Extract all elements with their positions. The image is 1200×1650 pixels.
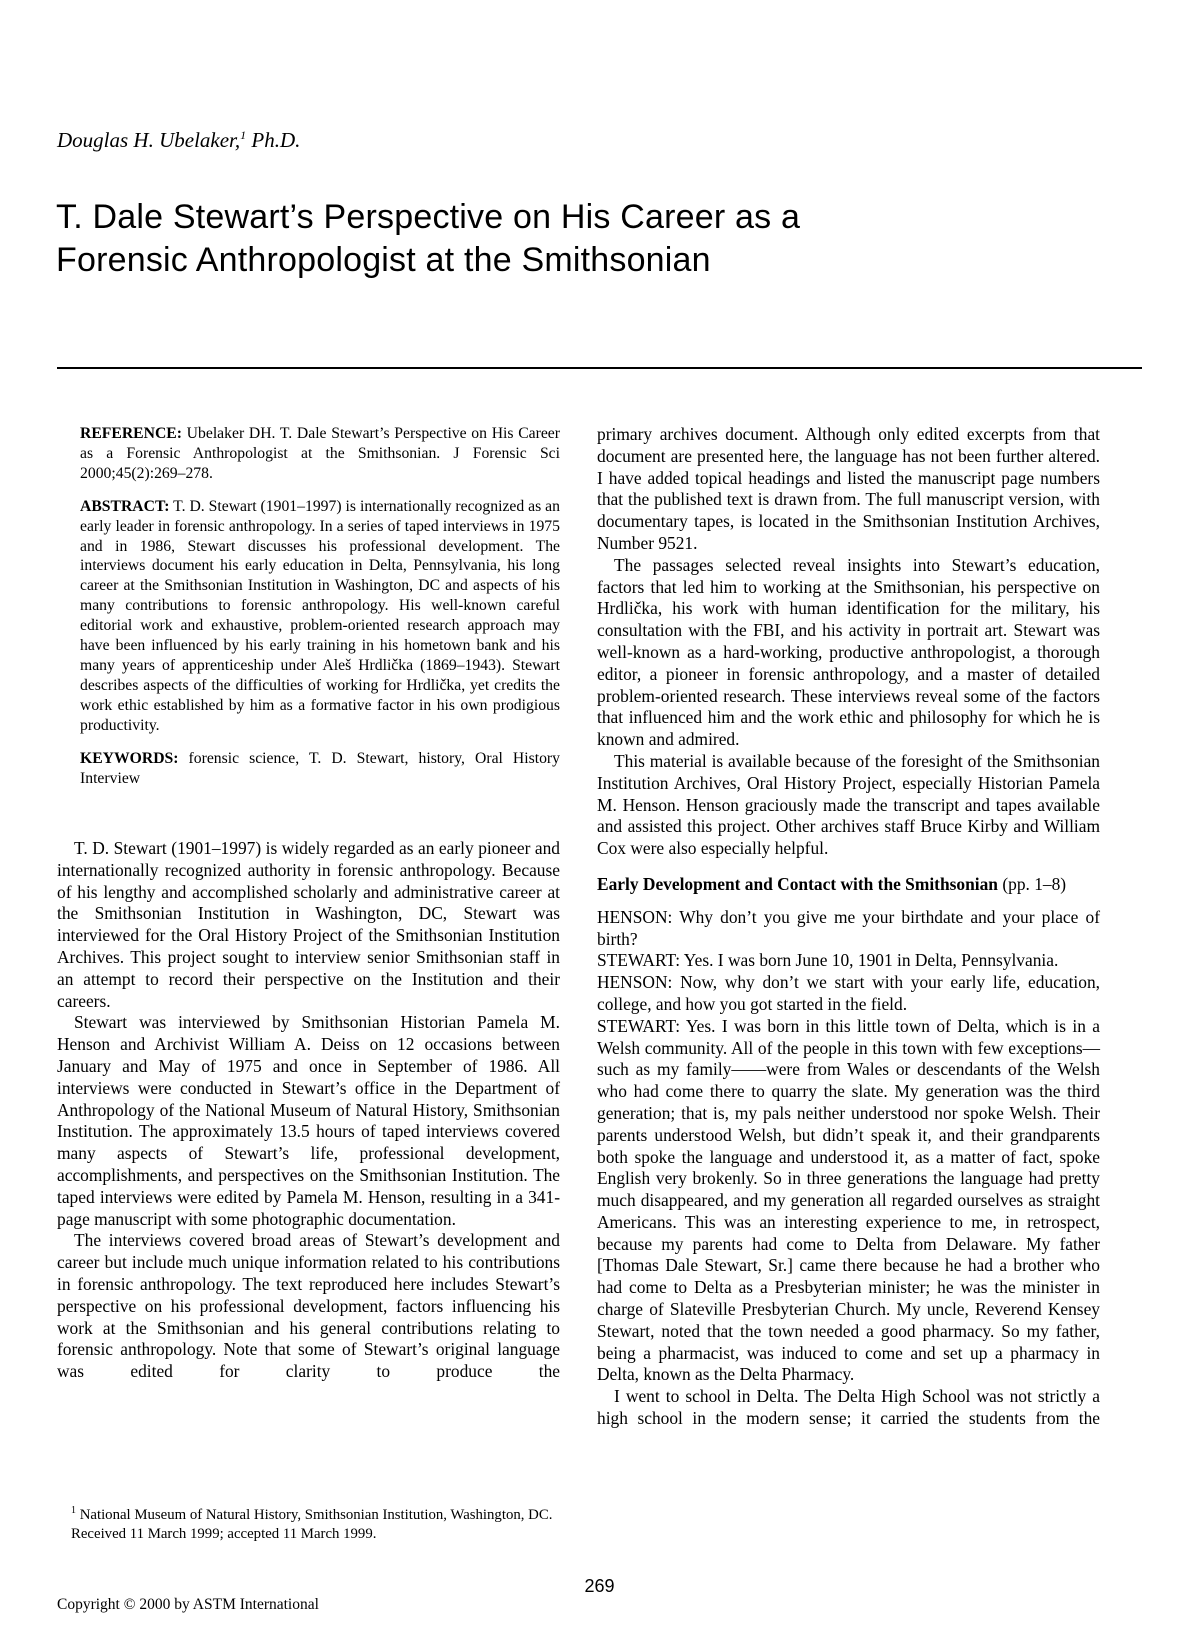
front-matter xyxy=(80,424,560,801)
body-paragraph: Stewart was interviewed by Smithsonian Historian Pamela M. Henson and Archivist William A. Deiss on 12 occasions between January and May of 1975 and once in September of 1986. All interviews were conducted in Stewart’s office in the Department of Anthropology of the National Museum of Natural History, Smithsonian Institution. The approximately 13.5 hours of taped interviews covered many aspects of Stewart’s life, professional development, accomplishments, and perspectives on the Smithsonian Institution. The taped interviews were edited by Pamela M. Henson, resulting in a 341-page manuscript with some photographic documentation. xyxy=(57,1012,560,1229)
keywords-block xyxy=(80,749,560,789)
page-title xyxy=(56,196,956,282)
dialogue-line: HENSON: Now, why don’t we start with your early life, education, college, and how you got started in the field. xyxy=(597,972,1100,1014)
section-heading-text: Early Development and Contact with the Smithsonian xyxy=(597,873,998,894)
horizontal-rule xyxy=(57,367,1142,369)
abstract-label: ABSTRACT: xyxy=(80,497,170,515)
right-column xyxy=(597,424,1100,1564)
reference-text: Ubelaker DH. T. Dale Stewart’s Perspective on His Career as a Forensic Anthropologist at the Smithsonian. J Forensic Sci 2000;45(2):269–278. xyxy=(80,425,560,482)
section-heading xyxy=(597,874,1100,896)
page-number: 269 xyxy=(584,1576,615,1596)
section-heading-pages: (pp. 1–8) xyxy=(997,873,1067,894)
footnote-marker: 1 xyxy=(71,1505,76,1516)
dialogue-line: HENSON: Why don’t you give me your birthdate and your place of birth? xyxy=(597,906,1100,949)
body-paragraph: The passages selected reveal insights into Stewart’s education, factors that led him to working at the Smithsonian, his perspective on Hrdlička, his work with human identification for the military, his consultation with the FBI, and his activity in portrait art. Stewart was well-known as a hard-working, productive anthropologist, a thorough editor, a pioneer in forensic anthropology, and a master of detailed problem-oriented research. These interviews reveal some of the factors that influenced him and the work ethic and philosophy for which he is known and admired. xyxy=(597,554,1100,750)
body-paragraph: This material is available because of the foresight of the Smithsonian Institution Archives, Oral History Project, especially Historian Pamela M. Henson. Henson graciously made the transcript and tapes available and assisted this project. Other archives staff Bruce Kirby and William Cox were also especially helpful. xyxy=(597,750,1100,859)
footnote-received: Received 11 March 1999; accepted 11 March 1999. xyxy=(71,1525,377,1542)
reference-label: REFERENCE: xyxy=(80,425,182,442)
title-line-1: T. Dale Stewart’s Perspective on His Career as a xyxy=(56,198,801,236)
reference-block xyxy=(80,424,560,484)
copyright-text: Copyright © 2000 by ASTM International xyxy=(57,1596,319,1613)
abstract-block xyxy=(80,497,560,736)
author-footnote-marker: 1 xyxy=(240,128,247,142)
body-paragraph: T. D. Stewart (1901–1997) is widely regarded as an early pioneer and internationally recognized authority in forensic anthropology. Because of his lengthy and accomplished scholarly and administrative career at the Smithsonian Institution in Washington, DC, Stewart was interviewed for the Oral History Project of the Smithsonian Institution Archives. This project sought to interview senior Smithsonian staff in an attempt to record their perspective on the Institution and their careers. xyxy=(57,838,560,1011)
author-name: Douglas H. Ubelaker, xyxy=(57,128,241,152)
footnote-affiliation: $^1$ National Museum of Natural History, Smithsonian Institution, Washington, DC. xyxy=(71,1505,553,1523)
left-column xyxy=(57,838,560,1486)
keywords-text: forensic science, T. D. Stewart, history, Oral History Interview xyxy=(80,749,560,787)
body-paragraph: The interviews covered broad areas of Stewart’s development and career but include much unique information related to his contributions in forensic anthropology. The text reproduced here includes Stewart’s perspective on his professional development, factors influencing his work at the Smithsonian and his general contributions relating to forensic anthropology. Note that some of Stewart’s original language was edited for clarity to produce the xyxy=(57,1230,560,1382)
body-paragraph: I went to school in Delta. The Delta High School was not strictly a high school in the modern sense; it carried the students from the xyxy=(597,1386,1100,1429)
abstract-text: T. D. Stewart (1901–1997) is internationally recognized as an early leader in forensic anthropology. In a series of taped interviews in 1975 and in 1986, Stewart discusses his professional development. The interviews document his early education in Delta, Pennsylvania, his long career at the Smithsonian Institution in Washington, DC and aspects of his many contributions to forensic anthropology. His well-known careful editorial work and exhaustive, problem-oriented research approach may have been influenced by his early training in his hometown bank and his many years of apprenticeship under Aleš Hrdlička (1869–1943). Stewart describes aspects of the difficulties of working for Hrdlička, yet credits the work ethic established by him as a formative factor in his own prodigious productivity. xyxy=(80,497,560,734)
body-paragraph: primary archives document. Although only edited excerpts from that document are presented here, the language has not been further altered. I have added topical headings and listed the manuscript page numbers that the published text is drawn from. The full manuscript version, with documentary tapes, is located in the Smithsonian Institution Archives, Number 9521. xyxy=(597,424,1100,553)
footnote-block xyxy=(57,1502,560,1543)
author-line xyxy=(57,128,300,153)
interview-dialogue xyxy=(597,907,1100,1387)
author-degree: Ph.D. xyxy=(246,128,301,152)
keywords-label: KEYWORDS: xyxy=(80,749,179,767)
dialogue-line: STEWART: Yes. I was born in this little town of Delta, which is in a Welsh community. All of the people in this town with few exceptions—such as my family——were from Wales or descendants of the Welsh who had come there to quarry the slate. My generation was the third generation; that is, my pals neither understood nor spoke Welsh. Their parents understood Welsh, but didn’t speak it, and their grandparents both spoke the language and understood it, as a matter of fact, spoke English very brokenly. So in three generations the language had pretty much disappeared, and my generation all regarded ourselves as straight Americans. This was an interesting experience to me, in retrospect, because my parents had come to Delta from Delaware. My father [Thomas Dale Stewart, Sr.] came there because he had a brother who had come to Delta as a Presbyterian minister; he was the minister in charge of Slateville Presbyterian Church. My uncle, Reverend Kensey Stewart, noted that the town needed a good pharmacy. So my father, being a pharmacist, was induced to come and set up a pharmacy in Delta, known as the Delta Pharmacy. xyxy=(597,1015,1100,1385)
dialogue-line: STEWART: Yes. I was born June 10, 1901 in Delta, Pennsylvania. xyxy=(597,950,1059,971)
title-line-2: Forensic Anthropologist at the Smithsonian xyxy=(56,241,711,279)
